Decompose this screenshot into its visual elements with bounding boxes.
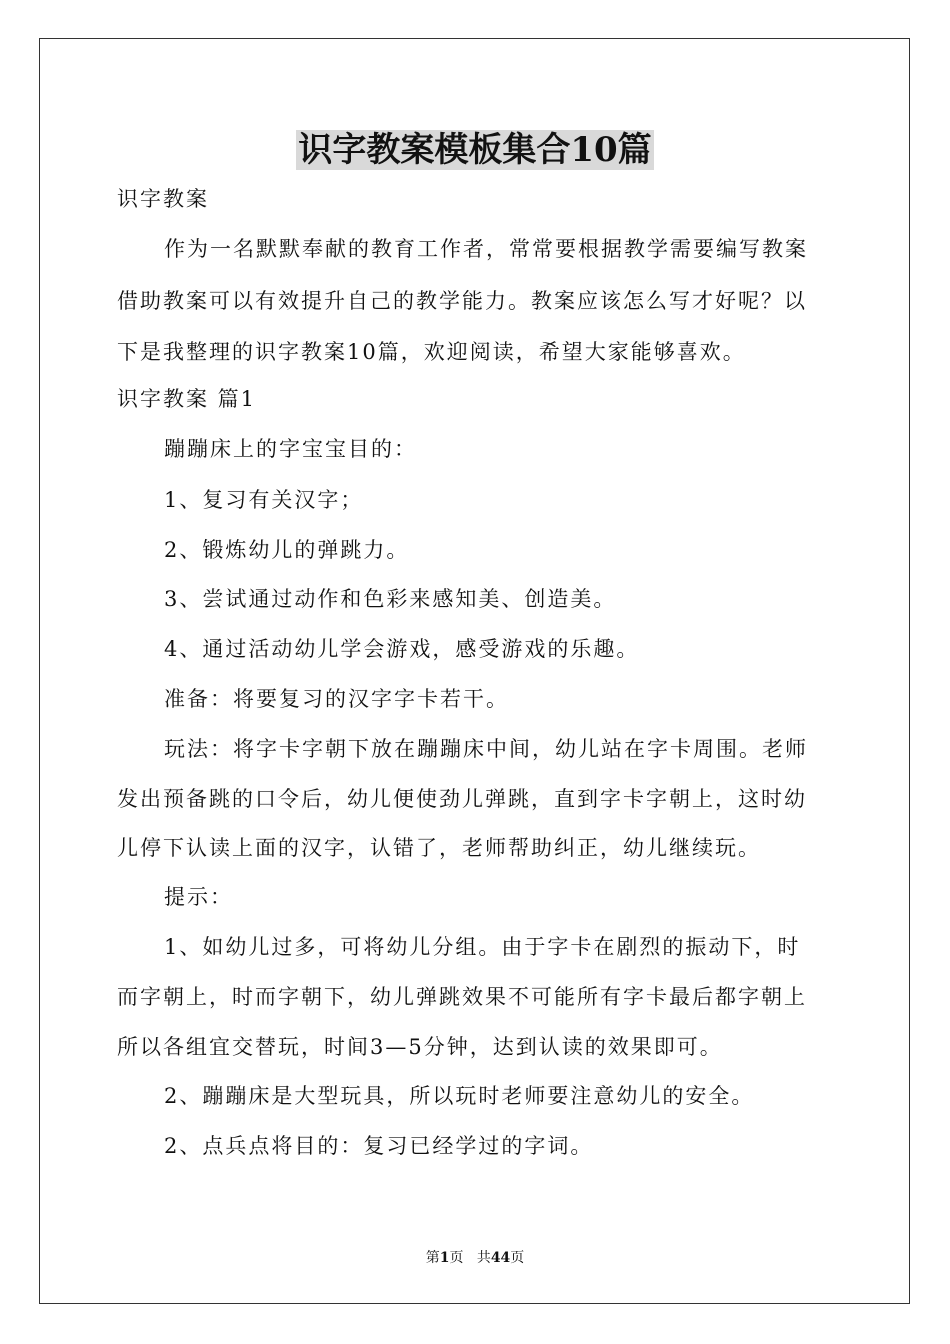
section-heading: 识字教案 篇1 [117,387,257,411]
paragraph-line: 作为一名默默奉献的教育工作者，常常要根据教学需要编写教案 [164,237,808,261]
document-title [0,124,950,176]
list-item: 1、如幼儿过多，可将幼儿分组。由于字卡在剧烈的振动下，时 [164,935,801,959]
list-item: 3、尝试通过动作和色彩来感知美、创造美。 [164,587,617,611]
list-item: 2、锻炼幼儿的弹跳力。 [164,538,410,562]
section-heading: 识字教案 [117,187,209,211]
paragraph-line: 下是我整理的识字教案10篇，欢迎阅读，希望大家能够喜欢。 [117,340,746,364]
paragraph-line: 借助教案可以有效提升自己的教学能力。教案应该怎么写才好呢？以 [117,289,807,313]
paragraph-line: 提示： [164,885,233,909]
paragraph-line: 所以各组宜交替玩，时间3—5分钟，达到认读的效果即可。 [117,1035,723,1059]
paragraph-line: 准备：将要复习的汉字字卡若干。 [164,687,509,711]
paragraph-line: 发出预备跳的口令后，幼儿便使劲儿弹跳，直到字卡字朝上，这时幼 [117,787,807,811]
document-title-text: 识字教案模板集合10篇 [298,130,652,170]
footer-page-suffix: 页 [449,1250,464,1266]
footer-total-suffix: 页 [510,1250,525,1266]
paragraph-line: 蹦蹦床上的字宝宝目的： [164,437,417,461]
paragraph-line: 而字朝上，时而字朝下，幼儿弹跳效果不可能所有字卡最后都字朝上 [117,985,807,1009]
footer-page-number: 1 [439,1250,450,1266]
footer-page-prefix: 第 [425,1250,440,1266]
footer-total-pages: 44 [490,1250,511,1266]
footer-total-prefix: 共 [476,1250,491,1266]
page-border [39,38,910,1304]
paragraph-line: 儿停下认读上面的汉字，认错了，老师帮助纠正，幼儿继续玩。 [117,836,761,860]
list-item: 2、点兵点将目的：复习已经学过的字词。 [164,1134,594,1158]
page-footer [0,1248,950,1268]
list-item: 1、复习有关汉字； [164,488,364,512]
paragraph-line: 玩法：将字卡字朝下放在蹦蹦床中间，幼儿站在字卡周围。老师 [164,737,808,761]
list-item: 2、蹦蹦床是大型玩具，所以玩时老师要注意幼儿的安全。 [164,1084,755,1108]
list-item: 4、通过活动幼儿学会游戏，感受游戏的乐趣。 [164,637,640,661]
